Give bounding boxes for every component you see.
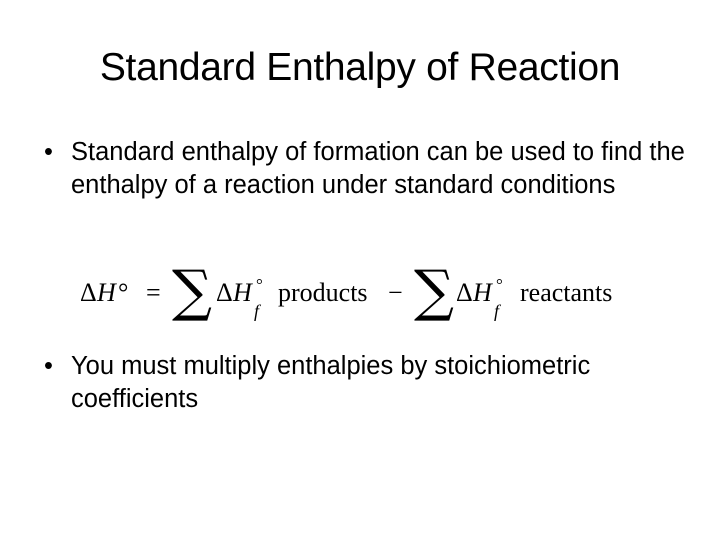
- equation-lhs-delta: Δ: [80, 278, 97, 307]
- equation-term-subscript: f: [254, 301, 260, 321]
- bullet-item: [44, 350, 694, 416]
- equation-term-h: H: [233, 278, 252, 307]
- equation-term-delta: Δ: [216, 278, 233, 307]
- enthalpy-equation: [80, 259, 640, 324]
- bullet-marker: •: [44, 138, 53, 166]
- bullet-text: You must multiply enthalpies by stoichiometric coefficients: [71, 352, 591, 413]
- equation-products-label: products: [278, 278, 368, 307]
- equation-term-h: H: [473, 278, 492, 307]
- equation-lhs-h: H: [97, 278, 116, 307]
- sum-sigma-icon: ∑: [414, 259, 454, 324]
- bullet-text: Standard enthalpy of formation can be used to find the enthalpy of a reaction under standard conditions: [71, 138, 685, 199]
- equation-term-subscript: f: [494, 301, 500, 321]
- equation-term-delta: Δ: [456, 278, 473, 307]
- slide-title: Standard Enthalpy of Reaction: [99, 46, 621, 89]
- equation-reactants-label: reactants: [520, 278, 613, 307]
- equation-equals: =: [146, 278, 161, 307]
- sum-sigma-icon: ∑: [172, 259, 212, 324]
- equation-term-superscript: °: [496, 275, 503, 294]
- equation-term-superscript: °: [256, 275, 263, 294]
- bullet-marker: •: [44, 352, 53, 380]
- equation-lhs-degree: °: [118, 278, 129, 307]
- equation-minus: −: [388, 278, 403, 307]
- bullet-item: [44, 136, 694, 202]
